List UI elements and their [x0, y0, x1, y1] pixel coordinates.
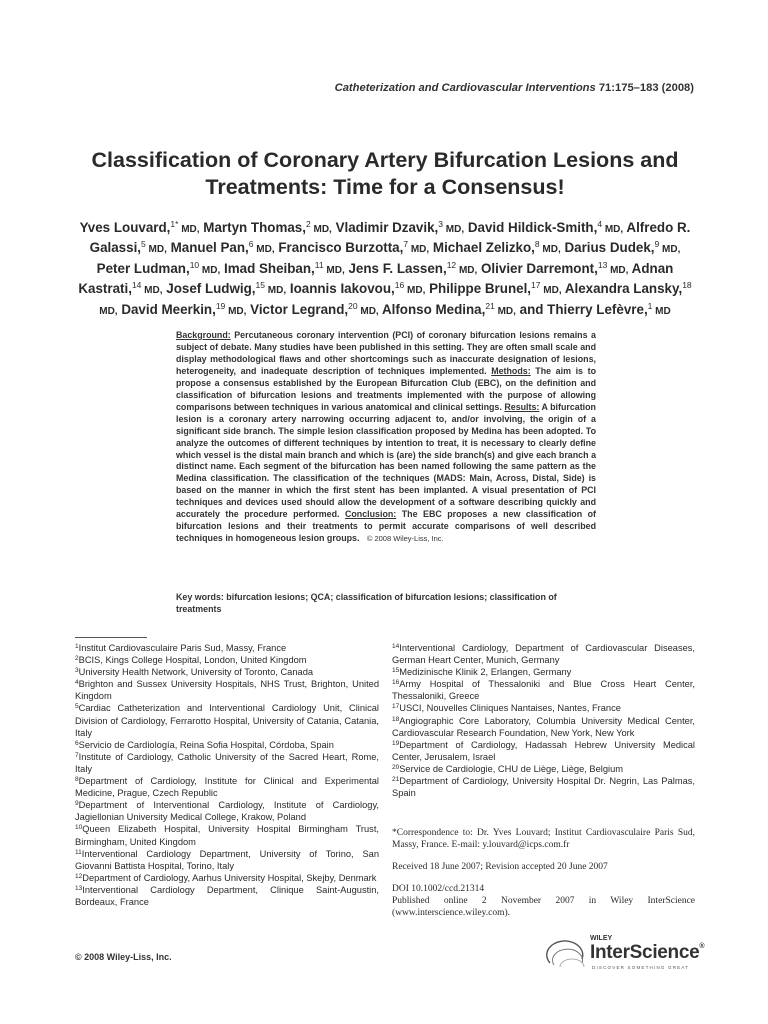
- author-affiliation-marker: 17: [531, 280, 541, 291]
- wiley-interscience-logo: [542, 933, 705, 978]
- affiliation-number: 18: [392, 715, 400, 723]
- author-affiliation-marker: 13: [597, 259, 608, 270]
- author-name: Alfredo R. Galassi,: [89, 220, 691, 256]
- author-name: Darius Dudek,: [564, 240, 655, 256]
- affiliation-text: Department of Interventional Cardiology, Institute of Cardiology, Jagiellonian University Medical College, Krakow, Poland: [75, 800, 379, 823]
- author-affiliation-marker: 3: [438, 219, 444, 229]
- interscience-name: InterScience®: [590, 942, 705, 963]
- affiliation-item: [392, 666, 695, 678]
- author-degree: MD,: [540, 285, 562, 297]
- author-name: Manuel Pan,: [170, 240, 249, 256]
- author-degree: MD,: [141, 285, 163, 297]
- author: [468, 220, 623, 235]
- article-title: Classification of Coronary Artery Bifurcation Lesions and Treatments: Time for a Consensus!: [91, 148, 679, 199]
- author: [278, 240, 429, 255]
- affiliation-text: Institute of Cardiology, Catholic University of the Sacred Heart, Rome, Italy: [75, 751, 379, 774]
- author-degree: MD,: [404, 285, 426, 297]
- affiliation-item: [75, 872, 379, 884]
- affiliation-item: [75, 775, 379, 799]
- affiliation-text: USCI, Nouvelles Cliniques Nantaises, Nantes, France: [399, 703, 621, 714]
- author: [250, 302, 379, 317]
- abstract-conclusion: The EBC proposes a new classification of bifurcation lesions and their treatments to permit accurate comparisons of well described techniques in homogeneous lesion groups.: [176, 509, 596, 544]
- author: [97, 261, 221, 276]
- author-name: Adnan Kastrati,: [78, 260, 674, 297]
- author: [224, 261, 345, 276]
- author-affiliation-marker: 15: [255, 280, 265, 291]
- author-affiliation-marker: 18: [682, 280, 692, 291]
- affiliation-number: 9: [75, 800, 79, 808]
- affiliation-number: 6: [75, 739, 79, 747]
- author-degree: MD,: [443, 224, 465, 235]
- author-affiliation-marker: 14: [131, 280, 142, 291]
- author-affiliation-marker: 5: [141, 239, 146, 250]
- author-name: David Hildick-Smith,: [467, 220, 598, 235]
- affiliation-number: 11: [75, 848, 82, 856]
- affiliation-number: 21: [392, 776, 400, 784]
- affiliations-left-column: [75, 642, 379, 908]
- author-degree: MD,: [265, 285, 287, 297]
- author: [481, 261, 628, 276]
- affiliation-item: [75, 823, 379, 847]
- affiliation-number: 7: [75, 751, 79, 759]
- globe-icon: [542, 933, 588, 977]
- publication-note: Published online 2 November 2007 in Wiley InterScience (www.interscience.wiley.com).: [392, 895, 695, 918]
- affiliation-text: Department of Cardiology, Institute for Clinical and Experimental Medicine, Prague, Czech Republic: [75, 776, 379, 799]
- affiliation-number: 5: [75, 703, 79, 711]
- author-name: Alexandra Lansky,: [564, 281, 683, 297]
- author-name: Martyn Thomas,: [203, 220, 306, 235]
- author-affiliation-marker: 19: [215, 300, 226, 311]
- abstract-conclusion-label: Conclusion:: [344, 509, 397, 520]
- abstract-background-label: Background:: [176, 330, 231, 340]
- author-name: and Thierry Lefèvre,: [519, 301, 648, 317]
- received-dates: Received 18 June 2007; Revision accepted 20 June 2007: [392, 862, 608, 872]
- affiliation-item: [75, 751, 379, 775]
- author-name: Victor Legrand,: [250, 301, 349, 317]
- author: [348, 261, 477, 276]
- author-degree: MD,: [145, 244, 167, 256]
- affiliation-item: [75, 739, 379, 751]
- affiliation-number: 12: [75, 872, 83, 880]
- author-name: Josef Ludwig,: [166, 281, 256, 297]
- affiliation-number: 4: [75, 679, 79, 687]
- author-affiliation-marker: 9: [654, 239, 660, 250]
- affiliation-text: Brighton and Sussex University Hospitals, NHS Trust, Brighton, United Kingdom: [75, 679, 379, 702]
- author: [429, 281, 562, 296]
- abstract-background: Percutaneous coronary intervention (PCI) of coronary bifurcation lesions remains a subject of debate. Many studies have been published in this setting. They are often small scale and display methodological flaws and other shortcomings such as inaccurate designation of lesions, heterogeneity, and inadequate description of techniques implemented.: [176, 330, 596, 376]
- author-name: Imad Sheiban,: [224, 260, 315, 276]
- doi-block: [392, 884, 695, 919]
- title-subtitle: Time for a Consensus!: [327, 175, 565, 199]
- author-affiliation-marker: 20: [348, 300, 358, 311]
- abstract-methods: The aim is to propose a consensus established by the European Bifurcation Club (EBC), on the definition and classification of bifurcation lesions and treatments implemented with the purpose of allowing comparisons between techniques in various anatomical and clinical settings.: [176, 365, 596, 412]
- author-affiliation-marker: 4: [597, 219, 603, 229]
- author-name: Michael Zelizko,: [432, 240, 535, 256]
- affiliation-item: [392, 715, 695, 739]
- author-degree: MD,: [539, 244, 561, 256]
- author: [290, 281, 426, 296]
- author-affiliation-marker: 16: [394, 280, 405, 291]
- author-name: Yves Louvard,: [79, 220, 171, 235]
- affiliation-item: [75, 799, 379, 823]
- abstract-copyright: © 2008 Wiley-Liss, Inc.: [366, 534, 444, 544]
- affiliation-item: [75, 848, 379, 872]
- author-affiliation-marker: 11: [314, 259, 324, 270]
- affiliations-right-column: [392, 642, 695, 799]
- author-degree: MD,: [408, 244, 430, 256]
- affiliation-text: Interventional Cardiology, Department of Cardiovascular Diseases, German Heart Center, Munich, Germany: [392, 643, 695, 666]
- author-degree: MD,: [253, 244, 275, 256]
- affiliation-text: BCIS, Kings College Hospital, London, United Kingdom: [78, 655, 307, 666]
- affiliation-number: 8: [75, 776, 79, 784]
- author-name: Alfonso Medina,: [381, 301, 486, 317]
- affiliation-item: [392, 739, 695, 763]
- author: [171, 240, 275, 255]
- affiliation-item: [75, 666, 379, 678]
- author-name: Ioannis Iakovou,: [289, 281, 395, 297]
- affiliation-text: Department of Cardiology, Hadassah Hebrew University Medical Center, Jerusalem, Israel: [392, 739, 695, 762]
- affiliation-text: Department of Cardiology, University Hospital Dr. Negrin, Las Palmas, Spain: [392, 776, 695, 799]
- affiliation-item: [75, 678, 379, 702]
- author-affiliation-marker: 2: [305, 219, 311, 229]
- author: [382, 302, 516, 317]
- author-list: [72, 219, 698, 321]
- affiliation-text: Service de Cardiologie, CHU de Liège, Liège, Belgium: [399, 763, 623, 774]
- affiliation-text: Army Hospital of Thessaloniki and Blue Cross Heart Center, Thessaloniki, Greece: [392, 679, 695, 702]
- affiliation-text: University Health Network, University of Toronto, Canada: [78, 667, 314, 678]
- affiliation-text: Department of Cardiology, Aarhus University Hospital, Skejby, Denmark: [82, 872, 377, 883]
- affiliation-text: Queen Elizabeth Hospital, University Hospital Birmingham Trust, Birmingham, United Kingdom: [75, 824, 379, 847]
- doi: DOI 10.1002/ccd.21314: [392, 884, 485, 894]
- footnote-divider: [75, 637, 147, 638]
- author: [80, 220, 200, 235]
- author-degree: MD,: [357, 305, 379, 317]
- author: [121, 302, 246, 317]
- affiliation-text: Interventional Cardiology Department, Clinique Saint-Augustin, Bordeaux, France: [75, 884, 379, 907]
- affiliation-item: [392, 702, 695, 714]
- affiliation-number: 1: [75, 643, 79, 650]
- affiliation-number: 17: [392, 703, 400, 711]
- author: [564, 240, 680, 255]
- author: [166, 281, 286, 296]
- author-degree: MD: [652, 305, 671, 317]
- affiliation-text: Servicio de Cardiología, Reina Sofia Hospital, Córdoba, Spain: [78, 739, 334, 750]
- author-name: Olivier Darremont,: [481, 260, 598, 276]
- author-affiliation-marker: 10: [189, 259, 200, 270]
- author: [336, 220, 465, 235]
- affiliation-item: [392, 642, 695, 666]
- logo-tagline: DISCOVER SOMETHING GREAT: [592, 965, 690, 970]
- affiliation-number: 16: [392, 679, 400, 687]
- affiliation-item: [75, 702, 379, 738]
- affiliation-item: [75, 654, 379, 666]
- author: [433, 240, 561, 255]
- author-degree: MD,: [199, 264, 221, 276]
- affiliation-number: 2: [75, 655, 79, 663]
- author-degree: MD,: [99, 305, 118, 317]
- author-name: Francisco Burzotta,: [278, 240, 404, 256]
- author-degree: MD,: [456, 264, 478, 276]
- author-name: Jens F. Lassen,: [348, 260, 447, 276]
- affiliation-number: 15: [392, 667, 400, 675]
- abstract-results-label: Results:: [504, 401, 540, 412]
- affiliation-item: [392, 775, 695, 799]
- journal-issue: 71:175–183 (2008): [598, 82, 694, 94]
- affiliation-number: 13: [75, 884, 83, 892]
- affiliation-item: [392, 678, 695, 702]
- author-affiliation-marker: 21: [485, 300, 495, 311]
- affiliation-number: 14: [392, 643, 400, 650]
- journal-citation: [335, 82, 694, 94]
- author-name: Philippe Brunel,: [429, 281, 532, 297]
- author-affiliation-marker: 8: [534, 239, 540, 250]
- author-name: David Meerkin,: [121, 301, 216, 317]
- author: [203, 220, 332, 235]
- wiley-brand: WILEY: [590, 935, 613, 942]
- author-degree: MD,: [178, 224, 200, 235]
- affiliation-number: 3: [75, 667, 79, 675]
- keywords: Key words: bifurcation lesions; QCA; classification of bifurcation lesions; classification of treatments: [176, 592, 557, 614]
- author-degree: MD,: [659, 244, 681, 256]
- author-affiliation-marker: 7: [403, 239, 409, 250]
- affiliation-number: 10: [75, 824, 83, 832]
- affiliation-text: Medizinische Klinik 2, Erlangen, Germany: [399, 667, 572, 678]
- author-name: Peter Ludman,: [96, 260, 190, 276]
- author-affiliation-marker: 1: [647, 300, 653, 311]
- author: [520, 302, 671, 317]
- author-degree: MD,: [310, 224, 332, 235]
- author-degree: MD,: [323, 264, 345, 276]
- abstract-methods-label: Methods:: [491, 365, 531, 376]
- affiliation-item: [392, 763, 695, 775]
- author-affiliation-marker: 1*: [170, 219, 179, 229]
- author-affiliation-marker: 6: [248, 239, 254, 250]
- author-degree: MD,: [607, 264, 629, 276]
- affiliation-text: Cardiac Catheterization and Interventional Cardiology Unit, Clinical Division of Cardiology, Ferrarotto Hospital, University of Catania, Catania, Italy: [75, 703, 379, 738]
- affiliation-text: Interventional Cardiology Department, University of Torino, San Giovanni Battista Hospital, Torino, Italy: [75, 848, 379, 871]
- author-degree: MD,: [225, 305, 247, 317]
- footer-copyright: © 2008 Wiley-Liss, Inc.: [75, 952, 172, 962]
- abstract-results: A bifurcation lesion is a coronary artery narrowing occurring adjacent to, and/or involving, the origin of a significant side branch. The simple lesion classification proposed by Medina has been adopted. To analyze the outcomes of different techniques by intention to treat, it is necessary to clearly define which vessel is the distal main branch and which is (are) the side branch(s) and give each branch a distinct name. Each segment of the bifurcation has been named following the same pattern as the Medina classification. The classification of the techniques (MADS: Main, Across, Distal, Side) is based on the manner in which the first stent has been implanted. A visual presentation of PCI techniques and devices used should allow the development of a software describing quickly and accurately the procedure performed.: [176, 401, 596, 520]
- affiliation-text: Angiographic Core Laboratory, Columbia University Medical Center, Cardiovascular Research Foundation, New York, New York: [392, 715, 695, 738]
- affiliation-text: Institut Cardiovasculaire Paris Sud, Massy, France: [78, 643, 287, 653]
- journal-name: Catheterization and Cardiovascular Interventions: [334, 82, 596, 94]
- correspondence-note: *Correspondence to: Dr. Yves Louvard; Institut Cardiovasculaire Paris Sud, Massy, France. E-mail: y.louvard@icps.com.fr: [392, 828, 695, 850]
- author-affiliation-marker: 12: [446, 259, 457, 270]
- author-degree: MD,: [602, 224, 624, 235]
- affiliation-item: [75, 884, 379, 908]
- affiliation-item: [75, 642, 379, 654]
- affiliation-number: 20: [392, 763, 400, 771]
- author-degree: MD,: [494, 305, 516, 317]
- affiliation-number: 19: [392, 739, 400, 747]
- title-main: Classification of Coronary Artery Bifurcation Lesions and Treatments: [91, 148, 679, 199]
- author-name: Vladimir Dzavik,: [335, 220, 439, 235]
- abstract: [176, 330, 596, 545]
